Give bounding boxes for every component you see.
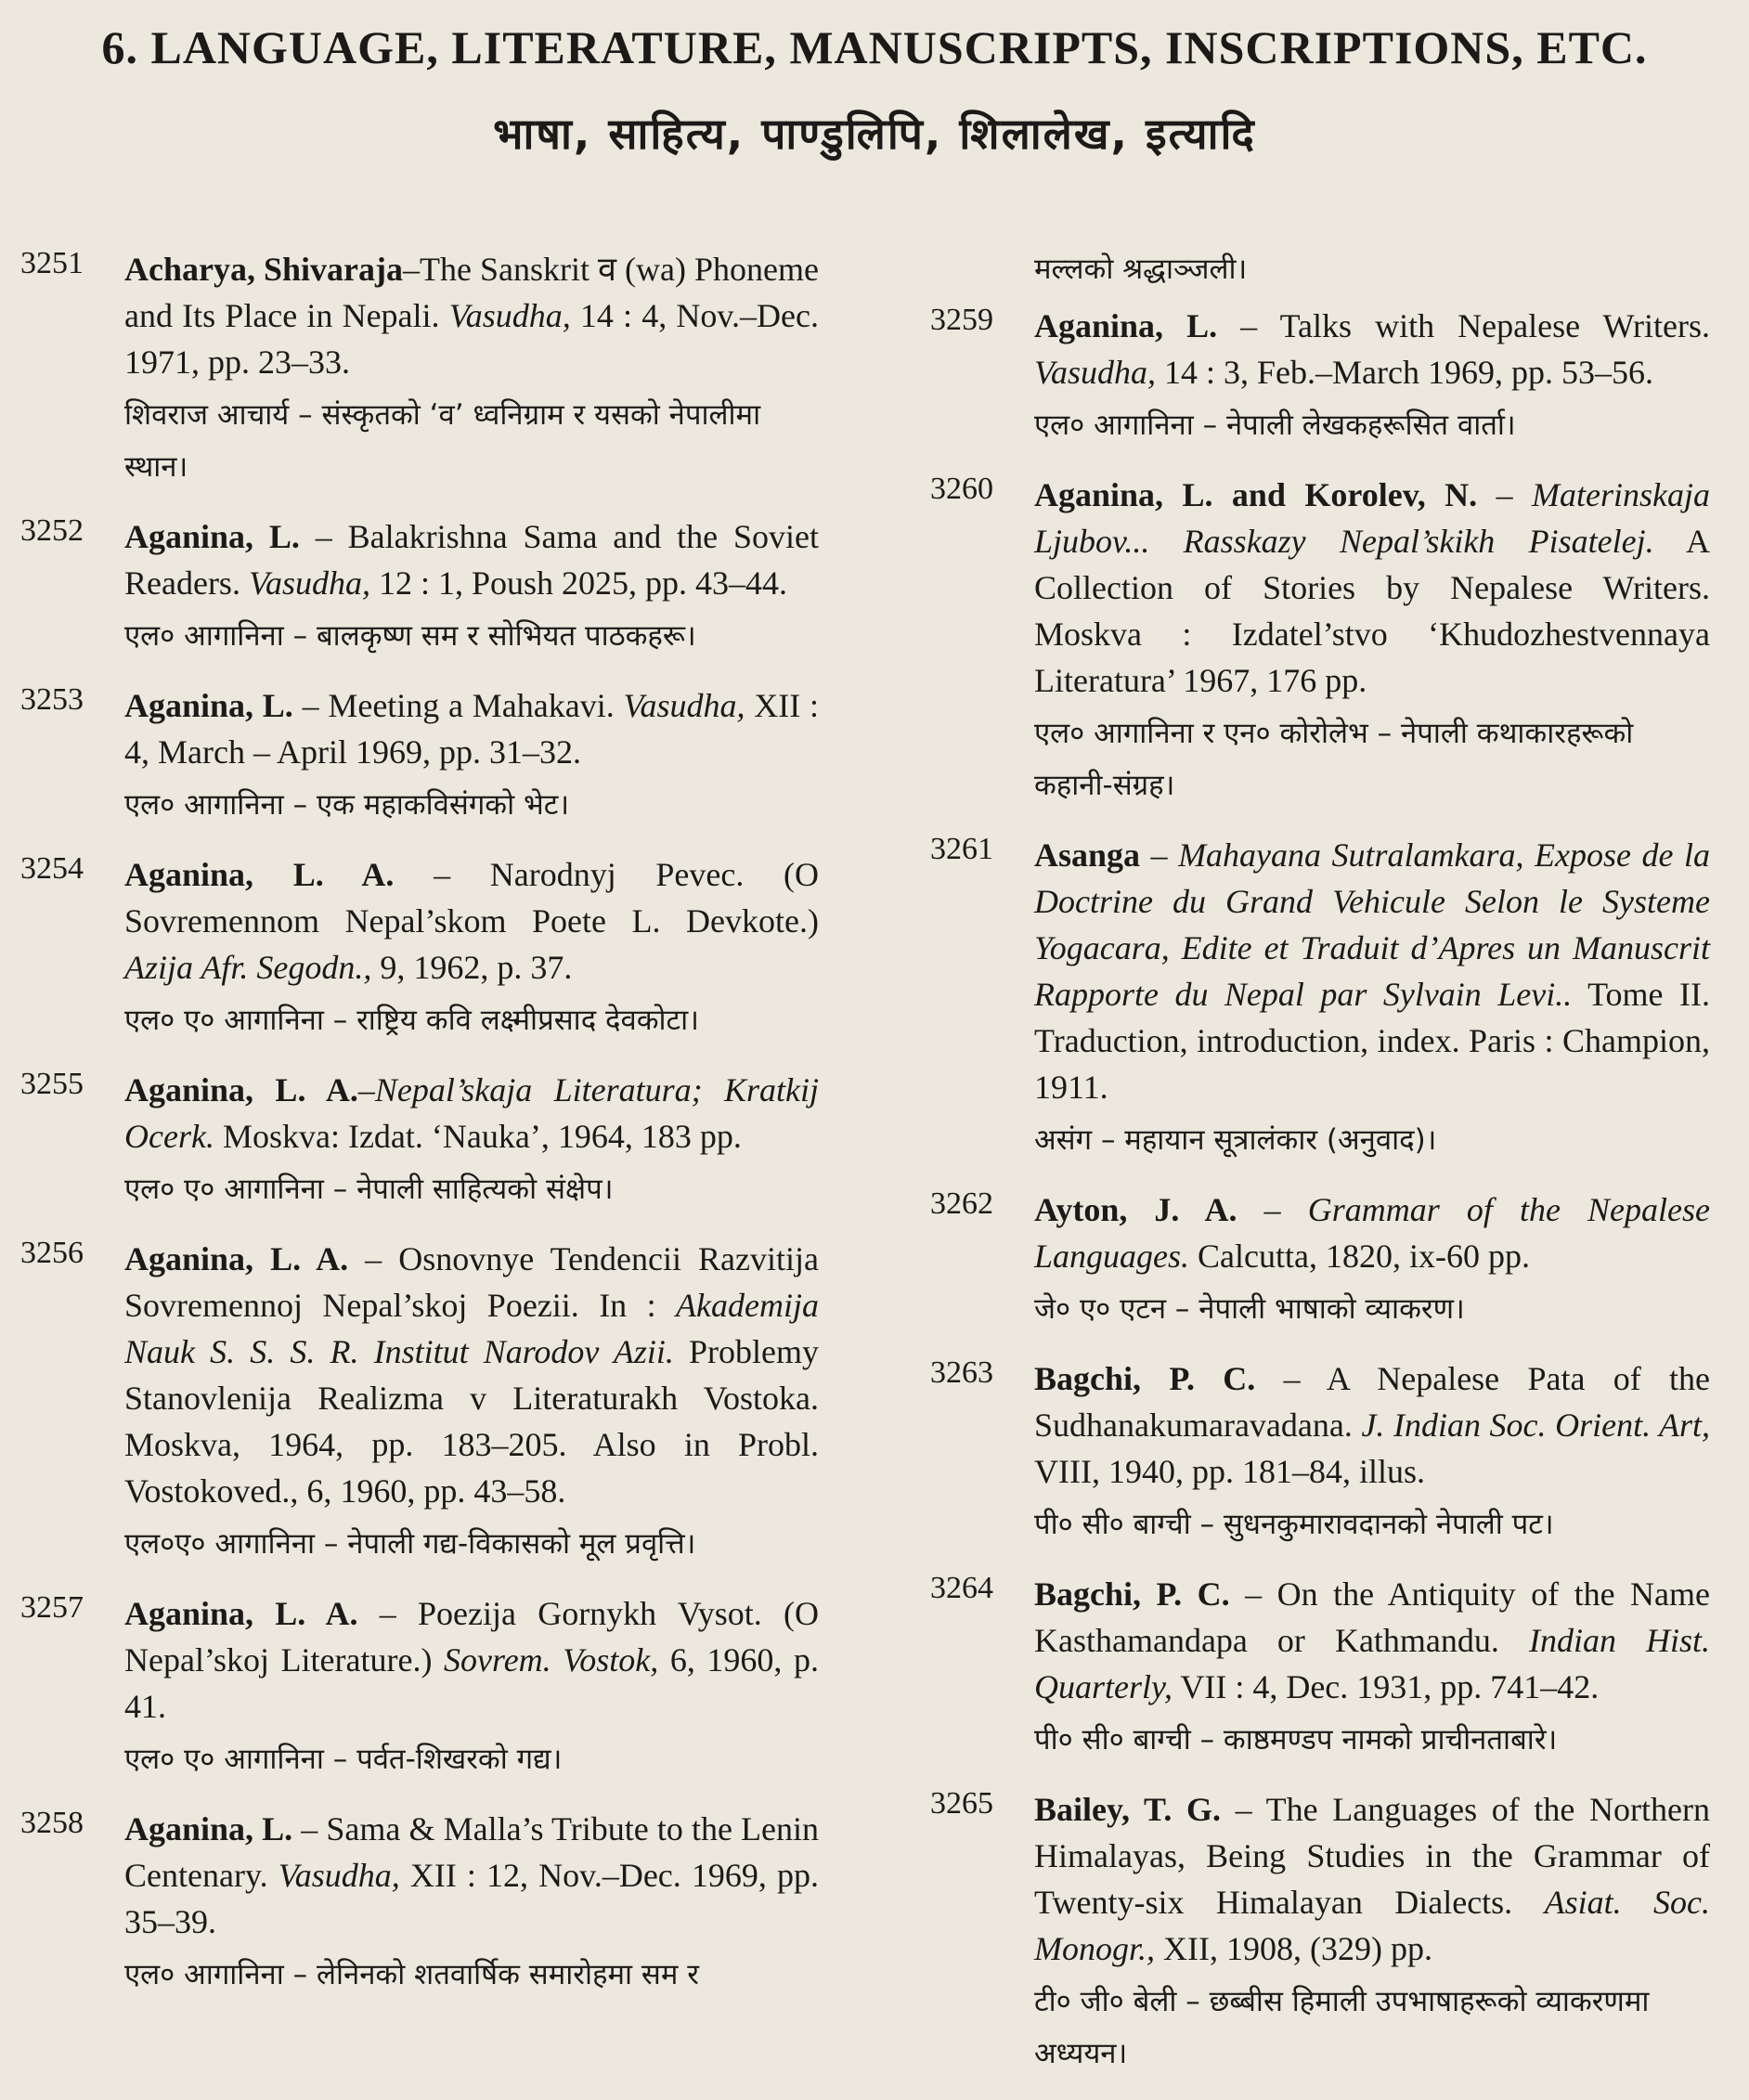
entry-author: Bailey, T. G.	[1034, 1791, 1221, 1828]
bibliography-entry	[930, 1571, 1710, 1766]
entry-title-text: On the Antiquity of the Name Kasthamandapa or Kathmandu.	[1034, 1575, 1710, 1659]
entry-citation	[1034, 832, 1710, 1110]
entry-separator: –	[1217, 307, 1280, 344]
entry-number: 3261	[930, 832, 993, 866]
entry-author: Bagchi, P. C.	[1034, 1575, 1230, 1613]
entry-separator: –	[1220, 1791, 1266, 1828]
bibliography-entry	[930, 1186, 1710, 1335]
entry-details-text: 9, 1962, p. 37.	[371, 949, 573, 986]
entry-details-text: Moskva: Izdat. ‘Nauka’, 1964, 183 pp.	[214, 1118, 742, 1155]
entry-italic-text: Sovrem. Vostok,	[444, 1641, 659, 1679]
entry-details-text: 14 : 4, Nov.–Dec. 1971, pp. 23–33.	[124, 297, 819, 381]
entry-citation	[124, 851, 819, 991]
bibliography-entry	[20, 682, 819, 831]
entry-author: Aganina, L.	[124, 518, 300, 555]
entry-number: 3253	[20, 682, 84, 717]
entry-details-text: XII : 12, Nov.–Dec. 1969, pp. 35–39.	[124, 1857, 819, 1940]
left-column	[20, 246, 819, 2021]
entry-separator: –	[1229, 1575, 1277, 1613]
entry-nepali-translation: एल० आगानिना – नेपाली लेखकहरूसित वार्ता।	[1034, 408, 1516, 442]
entry-citation	[1034, 1571, 1710, 1710]
entry-details-text: A Collection of Stories by Nepalese Writers. Moskva : Izdatel’stvo ‘Khudozhestvennaya Literatura’ 1967, 176 pp.	[1034, 523, 1710, 699]
right-entries	[930, 303, 1710, 2080]
entry-italic-text: Grammar of the Nepalese Languages.	[1034, 1191, 1710, 1275]
entry-italic-text: Vasudha,	[278, 1857, 400, 1894]
entry-details-text: VIII, 1940, pp. 181–84, illus.	[1034, 1453, 1425, 1490]
entry-author: Acharya, Shivaraja	[124, 251, 404, 288]
entry-nepali-translation: एल०ए० आगानिना – नेपाली गद्य-विकासको मूल प्रवृत्ति।	[124, 1527, 696, 1561]
entry-title-text: Talks with Nepalese Writers.	[1279, 307, 1710, 344]
entry-details-text: XII : 4, March – April 1969, pp. 31–32.	[124, 687, 819, 771]
entry-nepali-translation: जे० ए० एटन – नेपाली भाषाको व्याकरण।	[1034, 1292, 1465, 1326]
entry-separator: –	[348, 1240, 399, 1277]
entry-number: 3251	[20, 246, 84, 280]
bibliography-entry	[930, 472, 1710, 811]
entry-italic-text: Asiat. Soc. Monogr.,	[1034, 1884, 1711, 1967]
entry-details-text: 6, 1960, p. 41.	[124, 1641, 820, 1725]
bibliography-entry	[20, 1067, 819, 1215]
entry-italic-text: Vasudha,	[248, 564, 370, 602]
bibliography-entry	[20, 851, 819, 1046]
entry-number: 3255	[20, 1067, 84, 1101]
entry-separator: –	[299, 518, 348, 555]
entry-citation	[124, 246, 819, 385]
entry-nepali-translation: टी० जी० बेली – छब्बीस हिमाली उपभाषाहरूको व्याकरणमा अध्ययन।	[1034, 1985, 1650, 2070]
entry-citation	[124, 1590, 819, 1730]
entry-number: 3265	[930, 1786, 993, 1821]
entry-details-text: Problemy Stanovlenija Realizma v Literaturakh Vostoka. Moskva, 1964, pp. 183–205. Also in Probl. Vostokoved., 6, 1960, pp. 43–58.	[124, 1333, 819, 1510]
entry-citation	[1034, 472, 1710, 704]
entry-separator: –	[1237, 1191, 1308, 1228]
entry-nepali-translation: एल० आगानिना – एक महाकविसंगको भेट।	[124, 788, 570, 822]
entry-number: 3258	[20, 1806, 84, 1840]
bibliography-entry	[930, 303, 1710, 451]
entry-nepali-translation: एल० आगानिना – बालकृष्ण सम र सोभियत पाठकहरू।	[124, 619, 696, 653]
entry-separator: –	[292, 687, 329, 724]
entry-details-text: XII, 1908, (329) pp.	[1155, 1930, 1432, 1967]
entry-number: 3260	[930, 472, 993, 506]
entry-separator: –	[403, 251, 421, 288]
entry-italic-text: Akademija Nauk S. S. S. R. Institut Narodov Azii.	[124, 1287, 819, 1370]
entry-title-text: Balakrishna Sama and the Soviet Readers.	[124, 518, 819, 602]
right-column	[930, 243, 1710, 2100]
entry-title-text: The Languages of the Northern Himalayas, Being Studies in the Grammar of Twenty-six Himalayan Dialects.	[1034, 1791, 1711, 1921]
entry-nepali-translation: एल० ए० आगानिना – पर्वत-शिखरको गद्य।	[124, 1743, 563, 1776]
entry-number: 3259	[930, 303, 993, 337]
entry-details-text: VII : 4, Dec. 1931, pp. 741–42.	[1172, 1668, 1600, 1705]
entry-italic-text: Mahayana Sutralamkara, Expose de la Doctrine du Grand Vehicule Selon le Systeme Yogacara, Edite et Traduit d’Apres un Manuscrit Rapporte du Nepal par Sylvain Levi..	[1034, 836, 1711, 1013]
entry-italic-text: Vasudha,	[1034, 354, 1157, 391]
entry-citation	[124, 1067, 819, 1160]
bibliography-entry	[20, 246, 819, 493]
bibliography-entry	[20, 1236, 819, 1570]
entry-citation	[1034, 1186, 1710, 1279]
entry-nepali-translation: एल० आगानिना – लेनिनको शतवार्षिक समारोहमा सम र	[124, 1958, 699, 1991]
section-title-english: 6. LANGUAGE, LITERATURE, MANUSCRIPTS, INSCRIPTIONS, ETC.	[101, 21, 1648, 73]
entry-author: Aganina, L. and Korolev, N.	[1034, 476, 1478, 513]
entry-citation	[1034, 1355, 1710, 1495]
entry-author: Aganina, L. A.	[124, 856, 395, 893]
entry-nepali-translation: पी० सी० बाग्ची – काष्ठमण्डप नामको प्राचीनताबारे।	[1034, 1723, 1558, 1756]
entry-separator: –	[1255, 1360, 1327, 1397]
entry-italic-text: Materinskaja Ljubov... Rasskazy Nepal’skikh Pisatelej.	[1034, 476, 1711, 560]
entry-number: 3254	[20, 851, 84, 886]
entry-italic-text: Azija Afr. Segodn.,	[124, 949, 372, 986]
bibliography-entry	[930, 1355, 1710, 1550]
entry-author: Ayton, J. A.	[1034, 1191, 1237, 1228]
entry-citation	[1034, 1786, 1710, 1972]
entry-citation	[124, 1806, 819, 1945]
entry-italic-text: Nepal’skaja Literatura; Kratkij Ocerk.	[124, 1071, 819, 1155]
entry-author: Aganina, L. A.	[124, 1240, 349, 1277]
entry-number: 3252	[20, 513, 84, 548]
entry-number: 3262	[930, 1186, 993, 1221]
entry-number: 3257	[20, 1590, 84, 1625]
bibliography-entry	[20, 1806, 819, 2001]
entry-author: Aganina, L.	[1034, 307, 1218, 344]
entry-separator: –	[1477, 476, 1533, 513]
entry-citation	[124, 1236, 819, 1514]
entry-details-text: 12 : 1, Poush 2025, pp. 43–44.	[369, 564, 788, 602]
entry-title-text: Poezija Gornykh Vysot. (O Nepal’skoj Literature.)	[124, 1595, 819, 1679]
bibliography-entry	[20, 1590, 819, 1785]
entry-italic-text: Indian Hist. Quarterly,	[1034, 1622, 1710, 1705]
entry-author: Aganina, L. A.	[124, 1071, 358, 1108]
entry-author: Asanga	[1034, 836, 1141, 874]
entry-title-text: Sama & Malla’s Tribute to the Lenin Centenary.	[124, 1810, 819, 1894]
entry-number: 3263	[930, 1355, 993, 1390]
entry-nepali-translation: शिवराज आचार्य – संस्कृतको ‘व’ ध्वनिग्राम र यसको नेपालीमा स्थान।	[124, 398, 761, 484]
entry-italic-text: Vasudha,	[623, 687, 745, 724]
bibliography-entry	[930, 1786, 1710, 2080]
entry-number: 3264	[930, 1571, 993, 1605]
entry-author: Aganina, L.	[124, 1810, 293, 1847]
entry-citation	[124, 682, 819, 775]
entry-number: 3256	[20, 1236, 84, 1270]
entry-nepali-translation: एल० ए० आगानिना – राष्ट्रिय कवि लक्ष्मीप्रसाद देवकोटा।	[124, 1004, 699, 1037]
continued-nepali-text: मल्लको श्रद्धाञ्जली।	[1034, 253, 1248, 286]
entry-nepali-translation: एल० आगानिना र एन० कोरोलेभ – नेपाली कथाकारहरूको कहानी-संग्रह।	[1034, 717, 1634, 802]
entry-separator: –	[1140, 836, 1179, 874]
entry-citation	[1034, 303, 1710, 395]
entry-title-text: Meeting a Mahakavi.	[328, 687, 624, 724]
entry-italic-text: J. Indian Soc. Orient. Art,	[1361, 1406, 1710, 1444]
bibliography-entry	[20, 513, 819, 662]
entry-title-text: The Sanskrit व (wa) Phoneme and Its Place in Nepali.	[124, 251, 819, 334]
bibliography-entry	[930, 832, 1710, 1166]
entry-italic-text: Vasudha,	[448, 297, 571, 334]
entry-separator: –	[357, 1071, 375, 1108]
entry-nepali-translation: एल० ए० आगानिना – नेपाली साहित्यको संक्षेप।	[124, 1173, 614, 1206]
entry-nepali-translation: असंग – महायान सूत्रालंकार (अनुवाद)।	[1034, 1123, 1437, 1157]
entry-nepali-translation: पी० सी० बाग्ची – सुधनकुमारावदानको नेपाली पट।	[1034, 1508, 1554, 1541]
section-title-nepali: भाषा, साहित्य, पाण्डुलिपि, शिलालेख, इत्यादि	[493, 109, 1256, 159]
entry-author: Aganina, L.	[124, 687, 293, 724]
entry-title-text: Narodnyj Pevec. (O Sovremennom Nepal’skom Poete L. Devkote.)	[124, 856, 819, 940]
entry-title-text: Osnovnye Tendencii Razvitija Sovremennoj Nepal’skoj Poezii. In :	[124, 1240, 819, 1324]
entry-author: Aganina, L. A.	[124, 1595, 358, 1632]
entry-author: Bagchi, P. C.	[1034, 1360, 1256, 1397]
entry-title-text: A Nepalese Pata of the Sudhanakumaravadana.	[1034, 1360, 1711, 1444]
entry-separator: –	[394, 856, 490, 893]
entry-details-text: 14 : 3, Feb.–March 1969, pp. 53–56.	[1156, 354, 1653, 391]
entry-citation	[124, 513, 819, 606]
entry-details-text: Tome II. Traduction, introduction, index. Paris : Champion, 1911.	[1034, 976, 1710, 1106]
entry-details-text: Calcutta, 1820, ix-60 pp.	[1189, 1238, 1530, 1275]
entry-separator: –	[357, 1595, 418, 1632]
entry-separator: –	[292, 1810, 327, 1847]
